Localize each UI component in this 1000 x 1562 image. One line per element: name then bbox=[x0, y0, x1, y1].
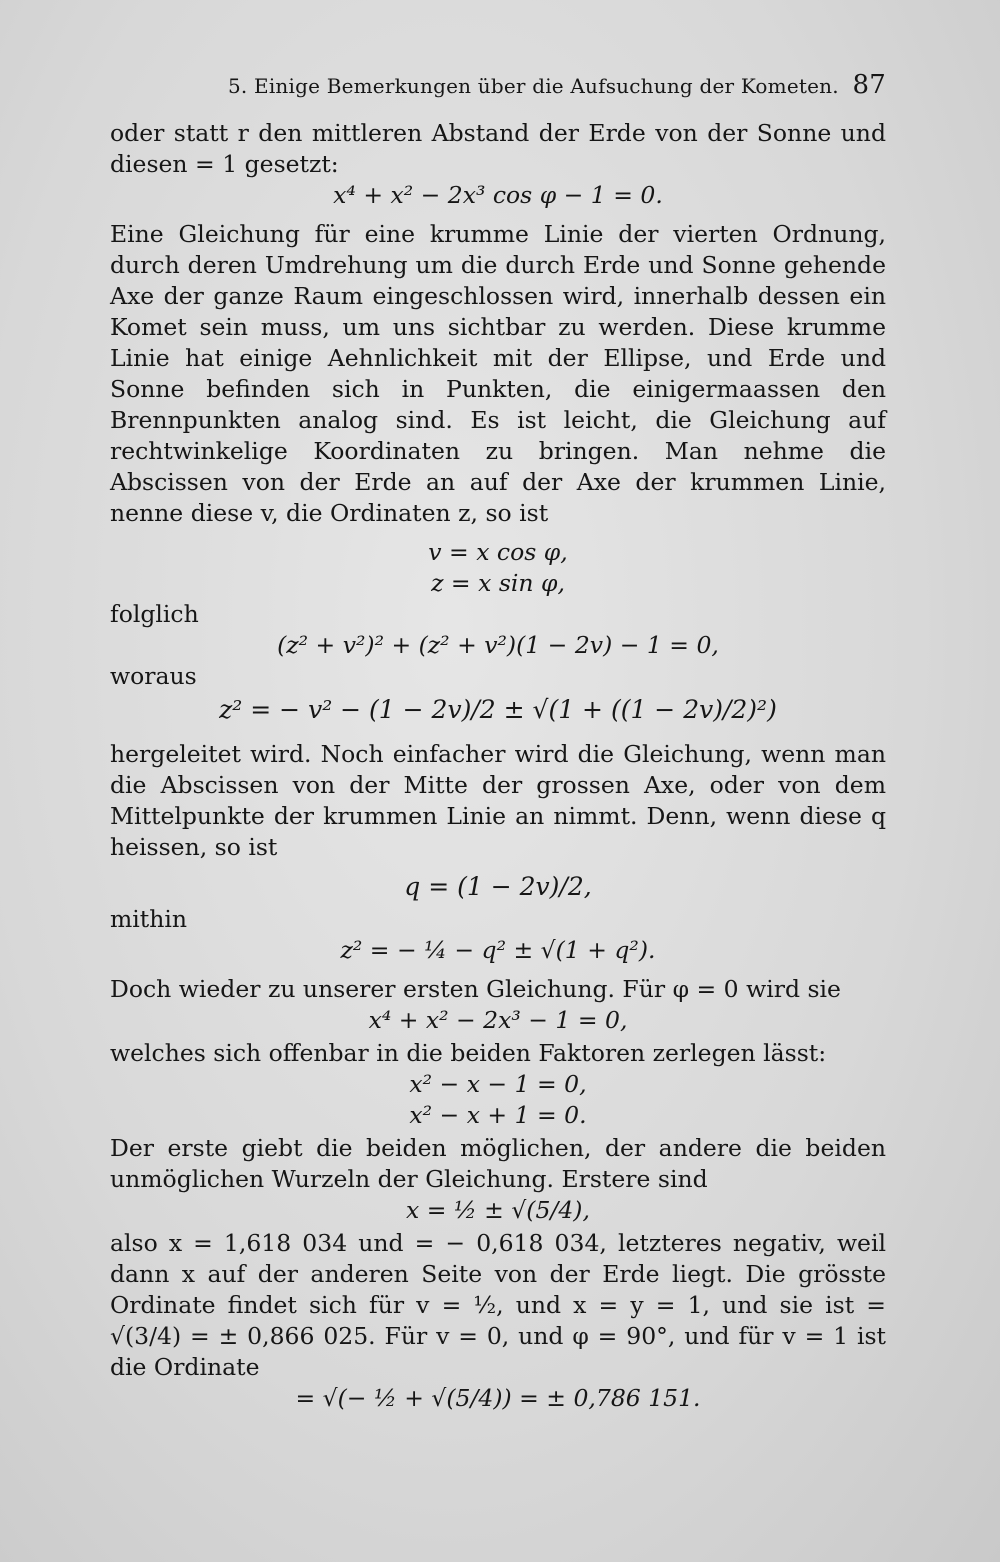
equation-6: z² = − ¼ − q² ± √(1 + q²). bbox=[340, 936, 656, 964]
paragraph-5: welches sich offenbar in die beiden Faktoren zerlegen lässt: bbox=[110, 1039, 827, 1067]
equation-5: q = (1 − 2v)/2, bbox=[404, 872, 592, 901]
paragraph-2: Eine Gleichung für eine krumme Linie der vierten Ordnung, durch deren Umdrehung um die durch Erde und Sonne gehende Axe der ganze Raum eingeschlossen wird, innerhalb dessen ein Komet sein muss, um uns sichtbar zu werden. Diese krumme Linie hat einige Aehnlichkeit mit der Ellipse, und Erde und Sonne befinden sich in Punkten, die einigermaassen den Brennpunkten analog sind. Es ist leicht, die Gleichung auf rechtwinkelige Koordinaten zu bringen. Man nehme die Abscissen von der Erde an auf der Axe der krummen Linie, nenne diese v, die Ordinaten z, so ist bbox=[110, 220, 886, 527]
equation-7: x⁴ + x² − 2x³ − 1 = 0, bbox=[368, 1006, 628, 1034]
label-mithin: mithin bbox=[110, 905, 188, 933]
equation-8b: x² − x + 1 = 0. bbox=[409, 1101, 587, 1129]
paragraph-4: Doch wieder zu unserer ersten Gleichung. Für φ = 0 wird sie bbox=[110, 975, 841, 1003]
equation-3: (z² + v²)² + (z² + v²)(1 − 2v) − 1 = 0, bbox=[277, 631, 719, 659]
label-folglich: folglich bbox=[110, 600, 199, 628]
chapter-title: 5. Einige Bemerkungen über die Aufsuchung der Kometen. bbox=[228, 74, 839, 98]
paragraph-6: Der erste giebt die beiden möglichen, der andere die beiden unmöglichen Wurzeln der Gleichung. Erstere sind bbox=[110, 1134, 886, 1193]
equation-10: = √(− ½ + √(5/4)) = ± 0,786 151. bbox=[295, 1384, 701, 1412]
equation-1: x⁴ + x² − 2x³ cos φ − 1 = 0. bbox=[333, 181, 663, 209]
paragraph-7: also x = 1,618 034 und = − 0,618 034, letzteres negativ, weil dann x auf der anderen Seite von der Erde liegt. Die grösste Ordinate findet sich für v = ½, und x = y = 1, und sie ist = √(3/4) = ± 0,866 025. Für v = 0, und φ = 90°, und für v = 1 ist die Ordinate bbox=[110, 1229, 886, 1381]
equation-2a: v = x cos φ, bbox=[428, 538, 568, 566]
page-number: 87 bbox=[852, 70, 886, 100]
equation-9: x = ½ ± √(5/4), bbox=[406, 1196, 590, 1224]
page-body bbox=[110, 118, 886, 1414]
label-woraus: woraus bbox=[110, 662, 197, 690]
equation-4: z² = − v² − (1 − 2v)/2 ± √(1 + ((1 − 2v)/2)²) bbox=[219, 695, 777, 724]
paragraph-3: hergeleitet wird. Noch einfacher wird die Gleichung, wenn man die Abscissen von der Mitte der grossen Axe, oder von dem Mittelpunkte der krummen Linie an nimmt. Denn, wenn diese q heissen, so ist bbox=[110, 740, 886, 861]
equation-8a: x² − x − 1 = 0, bbox=[409, 1070, 587, 1098]
equation-2b: z = x sin φ, bbox=[431, 569, 565, 597]
paragraph-1: oder statt r den mittleren Abstand der Erde von der Sonne und diesen = 1 gesetzt: bbox=[110, 119, 886, 178]
